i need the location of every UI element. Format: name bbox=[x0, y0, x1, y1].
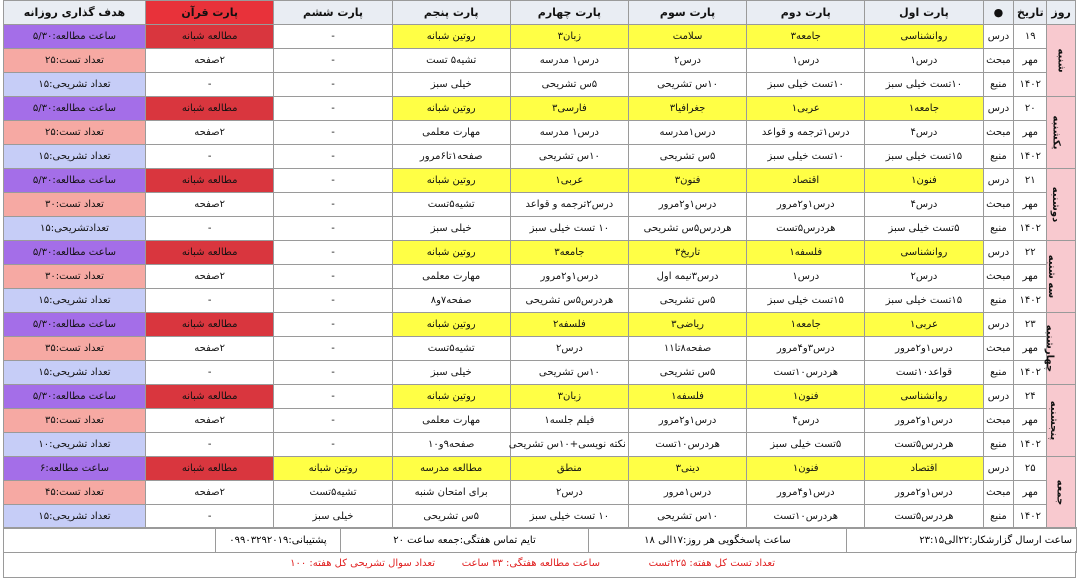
part-5-cell: روتین شبانه bbox=[392, 241, 510, 265]
quran-cell: ۲صفحه bbox=[145, 193, 273, 217]
answer-time: ساعت پاسخگویی هر روز:۱۷الی ۱۸ bbox=[589, 528, 847, 553]
part-3-cell: فلسفه۱ bbox=[628, 385, 746, 409]
part-2-cell: ۱۵تست خیلی سبز bbox=[747, 289, 865, 313]
date-cell: مهر bbox=[1014, 49, 1047, 73]
part-4-cell: درس۱و۲مرور bbox=[510, 265, 628, 289]
plan-table bbox=[3, 0, 1076, 529]
footer-info bbox=[3, 527, 1077, 553]
day-name: دوشنبه bbox=[1049, 186, 1061, 223]
part-3-cell: درس۱و۲مرور bbox=[628, 409, 746, 433]
table-row bbox=[4, 49, 1076, 73]
part-5-cell: تشیه۵تست bbox=[392, 337, 510, 361]
part-4-cell: نکته نویسی+۱۰س تشریحی bbox=[510, 433, 628, 457]
part-2-cell: هردرس۱۰تست bbox=[747, 505, 865, 529]
table-row bbox=[4, 433, 1076, 457]
quran-cell: - bbox=[145, 73, 273, 97]
day-cell bbox=[1047, 169, 1076, 241]
part-4-cell: عربی۱ bbox=[510, 169, 628, 193]
row-type-lesson: درس bbox=[983, 313, 1014, 337]
header-date: تاریخ bbox=[1014, 1, 1047, 25]
part-4-cell: ۵س تشریحی bbox=[510, 73, 628, 97]
table-row bbox=[4, 121, 1076, 145]
row-type-topic: مبحث bbox=[983, 409, 1014, 433]
daily-goal-cell: تعداد تشریحی:۱۵ bbox=[4, 289, 146, 313]
quran-cell: ۲صفحه bbox=[145, 49, 273, 73]
total-tests: تعداد تست کل هفته: ۲۲۵تست bbox=[648, 558, 775, 569]
day-name: جمعه bbox=[1054, 479, 1066, 506]
part-6-cell: - bbox=[274, 265, 392, 289]
part-6-cell: - bbox=[274, 313, 392, 337]
header-bullet: ● bbox=[983, 1, 1014, 25]
part-2-cell: درس۱ترجمه و قواعد bbox=[747, 121, 865, 145]
quran-cell: مطالعه شبانه bbox=[145, 97, 273, 121]
part-3-cell: ۵س تشریحی bbox=[628, 145, 746, 169]
day-name: یکشنبه bbox=[1050, 115, 1062, 150]
part-1-cell: اقتصاد bbox=[865, 457, 983, 481]
part-3-cell: تاریخ۳ bbox=[628, 241, 746, 265]
date-cell: ۱۹ bbox=[1014, 25, 1047, 49]
quran-cell: - bbox=[145, 145, 273, 169]
part-1-cell: درس۱و۲مرور bbox=[865, 409, 983, 433]
part-5-cell: روتین شبانه bbox=[392, 25, 510, 49]
table-row bbox=[4, 25, 1076, 49]
part-3-cell: هردرس۱۰تست bbox=[628, 433, 746, 457]
part-5-cell: خیلی سبز bbox=[392, 361, 510, 385]
day-name: شنبه bbox=[1055, 48, 1067, 73]
header-part-3: پارت سوم bbox=[628, 1, 746, 25]
part-5-cell: مطالعه مدرسه bbox=[392, 457, 510, 481]
part-1-cell: ۱۵تست خیلی سبز bbox=[865, 145, 983, 169]
part-3-cell: ۵س تشریحی bbox=[628, 361, 746, 385]
report-time: ساعت ارسال گزارشکار:۲۲الی۲۳:۱۵ bbox=[847, 528, 1077, 553]
row-type-lesson: درس bbox=[983, 241, 1014, 265]
part-1-cell: ۱۰تست خیلی سبز bbox=[865, 73, 983, 97]
date-cell: مهر bbox=[1014, 265, 1047, 289]
part-4-cell: جامعه۳ bbox=[510, 241, 628, 265]
table-row bbox=[4, 337, 1076, 361]
part-3-cell: جغرافیا۳ bbox=[628, 97, 746, 121]
table-row bbox=[4, 241, 1076, 265]
part-5-cell: روتین شبانه bbox=[392, 385, 510, 409]
daily-goal-cell: تعداد تست:۲۵ bbox=[4, 121, 146, 145]
table-row bbox=[4, 505, 1076, 529]
part-4-cell: زبان۳ bbox=[510, 25, 628, 49]
daily-goal-cell: تعداد تست:۳۵ bbox=[4, 337, 146, 361]
day-cell bbox=[1047, 385, 1076, 457]
table-row bbox=[4, 145, 1076, 169]
part-4-cell: ۱۰ تست خیلی سبز bbox=[510, 505, 628, 529]
header-part-5: پارت پنجم bbox=[392, 1, 510, 25]
row-type-topic: مبحث bbox=[983, 265, 1014, 289]
date-cell: ۱۴۰۲ bbox=[1014, 145, 1047, 169]
table-row bbox=[4, 217, 1076, 241]
quran-cell: مطالعه شبانه bbox=[145, 313, 273, 337]
part-1-cell: ۱۵تست خیلی سبز bbox=[865, 289, 983, 313]
part-5-cell: صفحه۹و۱۰ bbox=[392, 433, 510, 457]
part-1-cell: درس۴ bbox=[865, 193, 983, 217]
daily-goal-cell: تعداد تست:۲۵ bbox=[4, 49, 146, 73]
part-6-cell: - bbox=[274, 289, 392, 313]
daily-goal-cell: تعداد تشریحی:۱۵ bbox=[4, 361, 146, 385]
part-2-cell: درس۱ bbox=[747, 265, 865, 289]
row-type-topic: مبحث bbox=[983, 49, 1014, 73]
part-3-cell: صفحه۸تا۱۱ bbox=[628, 337, 746, 361]
part-5-cell: خیلی سبز bbox=[392, 217, 510, 241]
row-type-lesson: درس bbox=[983, 457, 1014, 481]
part-6-cell: - bbox=[274, 73, 392, 97]
quran-cell: - bbox=[145, 361, 273, 385]
quran-cell: ۲صفحه bbox=[145, 265, 273, 289]
table-row bbox=[4, 385, 1076, 409]
part-3-cell: ریاضی۳ bbox=[628, 313, 746, 337]
part-6-cell: - bbox=[274, 433, 392, 457]
part-3-cell: ۱۰س تشریحی bbox=[628, 505, 746, 529]
part-2-cell: فنون۱ bbox=[747, 457, 865, 481]
table-row bbox=[4, 481, 1076, 505]
part-1-cell: قواعد۱۰تست bbox=[865, 361, 983, 385]
part-2-cell: عربی۱ bbox=[747, 97, 865, 121]
part-2-cell: ۵تست خیلی سبز bbox=[747, 433, 865, 457]
part-4-cell: درس۱ مدرسه bbox=[510, 121, 628, 145]
header-day: روز bbox=[1047, 1, 1076, 25]
daily-goal-cell: تعداد تشریحی:۱۰ bbox=[4, 433, 146, 457]
part-3-cell: درس۳نیمه اول bbox=[628, 265, 746, 289]
table-row bbox=[4, 409, 1076, 433]
date-cell: ۱۴۰۲ bbox=[1014, 505, 1047, 529]
daily-goal-cell: ساعت مطالعه:۵/۳۰ bbox=[4, 241, 146, 265]
part-5-cell: روتین شبانه bbox=[392, 97, 510, 121]
date-cell: ۲۲ bbox=[1014, 241, 1047, 265]
part-1-cell: هردرس۵تست bbox=[865, 433, 983, 457]
daily-goal-cell: تعداد تشریحی:۱۵ bbox=[4, 145, 146, 169]
day-name: پنجشنبه bbox=[1047, 400, 1059, 441]
quran-cell: - bbox=[145, 505, 273, 529]
part-3-cell: فنون۳ bbox=[628, 169, 746, 193]
part-4-cell: فیلم جلسه۱ bbox=[510, 409, 628, 433]
part-2-cell: درس۱ bbox=[747, 49, 865, 73]
part-5-cell: تشیه۵ تست bbox=[392, 49, 510, 73]
date-cell: ۱۴۰۲ bbox=[1014, 73, 1047, 97]
daily-goal-cell: تعداد تشریحی:۱۵ bbox=[4, 73, 146, 97]
part-1-cell: درس۱و۲مرور bbox=[865, 337, 983, 361]
part-3-cell: هردرس۵س تشریحی bbox=[628, 217, 746, 241]
daily-goal-cell: تعداد تشریحی:۱۵ bbox=[4, 505, 146, 529]
day-cell bbox=[1047, 241, 1076, 313]
part-5-cell: صفحه۱تا۶مرور bbox=[392, 145, 510, 169]
row-type-topic: مبحث bbox=[983, 481, 1014, 505]
daily-goal-cell: ساعت مطالعه:۵/۳۰ bbox=[4, 97, 146, 121]
part-5-cell: صفحه۷و۸ bbox=[392, 289, 510, 313]
weekly-totals bbox=[3, 551, 1076, 578]
part-5-cell: روتین شبانه bbox=[392, 313, 510, 337]
date-cell: ۱۴۰۲ bbox=[1014, 433, 1047, 457]
part-3-cell: سلامت bbox=[628, 25, 746, 49]
row-type-lesson: درس bbox=[983, 25, 1014, 49]
part-1-cell: درس۲ bbox=[865, 265, 983, 289]
part-3-cell: ۱۰س تشریحی bbox=[628, 73, 746, 97]
part-1-cell: عربی۱ bbox=[865, 313, 983, 337]
part-4-cell: منطق bbox=[510, 457, 628, 481]
part-4-cell: فارسی۳ bbox=[510, 97, 628, 121]
part-6-cell: - bbox=[274, 193, 392, 217]
part-4-cell: ۱۰ تست خیلی سبز bbox=[510, 217, 628, 241]
part-1-cell: روانشناسی bbox=[865, 25, 983, 49]
part-2-cell: هردرس۵تست bbox=[747, 217, 865, 241]
part-2-cell: هردرس۱۰تست bbox=[747, 361, 865, 385]
quran-cell: ۲صفحه bbox=[145, 121, 273, 145]
part-6-cell: - bbox=[274, 361, 392, 385]
part-6-cell: - bbox=[274, 49, 392, 73]
part-5-cell: مهارت معلمی bbox=[392, 409, 510, 433]
part-6-cell: - bbox=[274, 409, 392, 433]
date-cell: مهر bbox=[1014, 481, 1047, 505]
part-2-cell: جامعه۳ bbox=[747, 25, 865, 49]
part-2-cell: اقتصاد bbox=[747, 169, 865, 193]
date-cell: ۱۴۰۲ bbox=[1014, 361, 1047, 385]
date-cell: مهر bbox=[1014, 409, 1047, 433]
daily-goal-cell: ساعت مطالعه:۵/۳۰ bbox=[4, 25, 146, 49]
part-2-cell: درس۳و۴مرور bbox=[747, 337, 865, 361]
part-5-cell: روتین شبانه bbox=[392, 169, 510, 193]
part-3-cell: ۵س تشریحی bbox=[628, 289, 746, 313]
part-1-cell: فنون۱ bbox=[865, 169, 983, 193]
quran-cell: ۲صفحه bbox=[145, 337, 273, 361]
header-part-6: پارت ششم bbox=[274, 1, 392, 25]
part-6-cell: - bbox=[274, 121, 392, 145]
header-quran: پارت قرآن bbox=[145, 1, 273, 25]
row-type-topic: مبحث bbox=[983, 121, 1014, 145]
day-cell bbox=[1047, 457, 1076, 529]
table-row bbox=[4, 289, 1076, 313]
part-2-cell: فلسفه۱ bbox=[747, 241, 865, 265]
part-5-cell: خیلی سبز bbox=[392, 73, 510, 97]
part-6-cell: - bbox=[274, 385, 392, 409]
part-5-cell: ۵س تشریحی bbox=[392, 505, 510, 529]
part-2-cell: درس۱و۴مرور bbox=[747, 481, 865, 505]
header-daily-goal: هدف گذاری روزانه bbox=[4, 1, 146, 25]
row-type-source: منبع bbox=[983, 361, 1014, 385]
date-cell: مهر bbox=[1014, 121, 1047, 145]
daily-goal-cell: ساعت مطالعه:۶ bbox=[4, 457, 146, 481]
day-cell bbox=[1043, 313, 1076, 385]
part-5-cell: مهارت معلمی bbox=[392, 265, 510, 289]
part-5-cell: تشیه۵تست bbox=[392, 193, 510, 217]
row-type-source: منبع bbox=[983, 433, 1014, 457]
part-4-cell: درس۲ bbox=[510, 337, 628, 361]
daily-goal-cell: تعداد تست:۴۵ bbox=[4, 481, 146, 505]
row-type-source: منبع bbox=[983, 289, 1014, 313]
row-type-source: منبع bbox=[983, 145, 1014, 169]
table-row bbox=[4, 313, 1076, 337]
part-2-cell: فنون۱ bbox=[747, 385, 865, 409]
header-part-1: پارت اول bbox=[865, 1, 983, 25]
date-cell: ۲۳ bbox=[1014, 313, 1047, 337]
date-cell: مهر bbox=[1014, 193, 1047, 217]
part-1-cell: جامعه۱ bbox=[865, 97, 983, 121]
part-6-cell: - bbox=[274, 25, 392, 49]
part-6-cell: - bbox=[274, 97, 392, 121]
part-2-cell: جامعه۱ bbox=[747, 313, 865, 337]
date-cell: ۲۰ bbox=[1014, 97, 1047, 121]
table-row bbox=[4, 169, 1076, 193]
header-row bbox=[4, 1, 1076, 25]
day-name: چهارشنبه bbox=[1043, 324, 1055, 373]
quran-cell: مطالعه شبانه bbox=[145, 25, 273, 49]
part-2-cell: ۱۰تست خیلی سبز bbox=[747, 73, 865, 97]
quran-cell: ۲صفحه bbox=[145, 481, 273, 505]
daily-goal-cell: ساعت مطالعه:۵/۳۰ bbox=[4, 385, 146, 409]
part-6-cell: - bbox=[274, 241, 392, 265]
part-6-cell: خیلی سبز bbox=[274, 505, 392, 529]
part-1-cell: درس۱و۲مرور bbox=[865, 481, 983, 505]
quran-cell: ۲صفحه bbox=[145, 409, 273, 433]
quran-cell: مطالعه شبانه bbox=[145, 457, 273, 481]
row-type-lesson: درس bbox=[983, 169, 1014, 193]
part-2-cell: درس۱و۲مرور bbox=[747, 193, 865, 217]
day-cell bbox=[1047, 97, 1076, 169]
part-6-cell: - bbox=[274, 337, 392, 361]
daily-goal-cell: تعداد تست:۳۵ bbox=[4, 409, 146, 433]
part-6-cell: - bbox=[274, 169, 392, 193]
part-4-cell: زبان۳ bbox=[510, 385, 628, 409]
row-type-topic: مبحث bbox=[983, 193, 1014, 217]
daily-goal-cell: تعدادتشریحی:۱۵ bbox=[4, 217, 146, 241]
table-row bbox=[4, 97, 1076, 121]
date-cell: مهر bbox=[1014, 337, 1047, 361]
header-part-2: پارت دوم bbox=[747, 1, 865, 25]
daily-goal-cell: تعداد تست:۳۰ bbox=[4, 193, 146, 217]
part-6-cell: - bbox=[274, 217, 392, 241]
table-row bbox=[4, 193, 1076, 217]
row-type-lesson: درس bbox=[983, 385, 1014, 409]
part-5-cell: برای امتحان شنبه bbox=[392, 481, 510, 505]
part-4-cell: فلسفه۲ bbox=[510, 313, 628, 337]
total-hours: ساعت مطالعه هفتگی: ۳۳ ساعت bbox=[461, 558, 600, 569]
part-1-cell: روانشناسی bbox=[865, 241, 983, 265]
part-4-cell: درس۲ترجمه و قواعد bbox=[510, 193, 628, 217]
table-row bbox=[4, 265, 1076, 289]
day-cell bbox=[1047, 25, 1076, 97]
part-4-cell: ۱۰س تشریحی bbox=[510, 361, 628, 385]
header-part-4: پارت چهارم bbox=[510, 1, 628, 25]
part-4-cell: درس۲ bbox=[510, 481, 628, 505]
support-phone: پشتیبانی:۰۹۹۰۳۲۹۲۰۱۹ bbox=[216, 528, 341, 553]
date-cell: ۱۴۰۲ bbox=[1014, 217, 1047, 241]
part-3-cell: درس۱مرور bbox=[628, 481, 746, 505]
quran-cell: مطالعه شبانه bbox=[145, 385, 273, 409]
daily-goal-cell: تعداد تست:۳۰ bbox=[4, 265, 146, 289]
daily-goal-cell: ساعت مطالعه:۵/۳۰ bbox=[4, 313, 146, 337]
table-row bbox=[4, 73, 1076, 97]
quran-cell: - bbox=[145, 433, 273, 457]
part-4-cell: درس۱ مدرسه bbox=[510, 49, 628, 73]
quran-cell: مطالعه شبانه bbox=[145, 241, 273, 265]
date-cell: ۲۴ bbox=[1014, 385, 1047, 409]
row-type-source: منبع bbox=[983, 217, 1014, 241]
part-1-cell: هردرس۵تست bbox=[865, 505, 983, 529]
table-row bbox=[4, 457, 1076, 481]
part-5-cell: مهارت معلمی bbox=[392, 121, 510, 145]
total-descriptive: تعداد سوال تشریحی کل هفته: ۱۰۰ bbox=[290, 558, 435, 569]
part-3-cell: درس۲ bbox=[628, 49, 746, 73]
row-type-source: منبع bbox=[983, 505, 1014, 529]
part-4-cell: ۱۰س تشریحی bbox=[510, 145, 628, 169]
table-row bbox=[4, 361, 1076, 385]
part-4-cell: هردرس۵س تشریحی bbox=[510, 289, 628, 313]
part-6-cell: - bbox=[274, 145, 392, 169]
part-1-cell: روانشناسی bbox=[865, 385, 983, 409]
row-type-lesson: درس bbox=[983, 97, 1014, 121]
part-3-cell: درس۱و۲مرور bbox=[628, 193, 746, 217]
part-3-cell: درس۱مدرسه bbox=[628, 121, 746, 145]
quran-cell: - bbox=[145, 289, 273, 313]
quran-cell: - bbox=[145, 217, 273, 241]
part-1-cell: درس۱ bbox=[865, 49, 983, 73]
footer-blank bbox=[4, 528, 216, 553]
part-1-cell: ۵تست خیلی سبز bbox=[865, 217, 983, 241]
row-type-source: منبع bbox=[983, 73, 1014, 97]
date-cell: ۱۴۰۲ bbox=[1014, 289, 1047, 313]
call-time: تایم تماس هفتگی:جمعه ساعت ۲۰ bbox=[341, 528, 589, 553]
row-type-topic: مبحث bbox=[983, 337, 1014, 361]
date-cell: ۲۵ bbox=[1014, 457, 1047, 481]
plan-body bbox=[4, 25, 1076, 529]
daily-goal-cell: ساعت مطالعه:۵/۳۰ bbox=[4, 169, 146, 193]
part-3-cell: دینی۳ bbox=[628, 457, 746, 481]
part-1-cell: درس۴ bbox=[865, 121, 983, 145]
day-name: سه شنبه bbox=[1045, 254, 1057, 299]
part-2-cell: درس۴ bbox=[747, 409, 865, 433]
part-2-cell: ۱۰تست خیلی سبز bbox=[747, 145, 865, 169]
quran-cell: مطالعه شبانه bbox=[145, 169, 273, 193]
part-6-cell: روتین شبانه bbox=[274, 457, 392, 481]
part-6-cell: تشیه۵تست bbox=[274, 481, 392, 505]
date-cell: ۲۱ bbox=[1014, 169, 1047, 193]
